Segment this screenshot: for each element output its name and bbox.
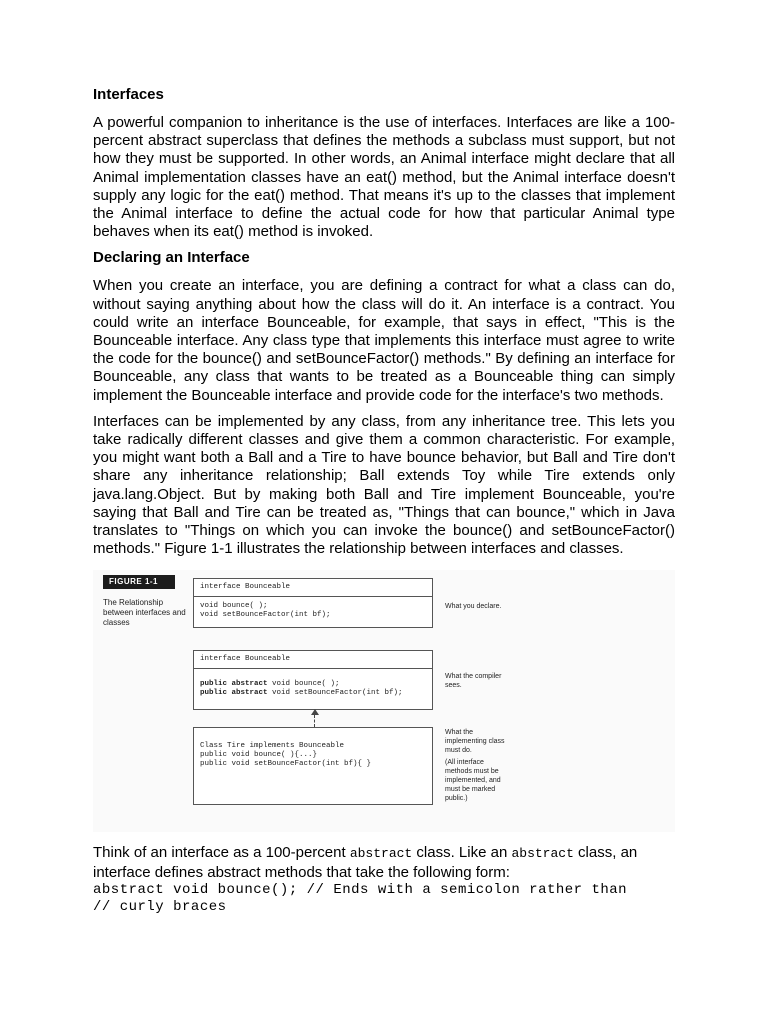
heading-declaring-interface: Declaring an Interface <box>93 249 250 267</box>
code-example-line: // curly braces <box>93 898 227 915</box>
code-line: public abstract void setBounceFactor(int bf); <box>200 689 403 698</box>
implements-arrow-head <box>311 709 319 715</box>
code-line: Class Tire implements Bounceable <box>200 742 345 751</box>
figure-tag: FIGURE 1-1 <box>103 575 175 589</box>
heading-interfaces: Interfaces <box>93 86 164 103</box>
paragraph-think-of-interface: Think of an interface as a 100-percent abstract class. Like an abstract class, an interface defines abstract methods that take the following form: <box>93 844 638 881</box>
inline-code-abstract: abstract <box>511 846 574 862</box>
note-implementing: What the implementing class must do. <box>445 729 505 755</box>
box-header: interface Bounceable <box>194 579 432 597</box>
code-line: public abstract void bounce( ); <box>200 680 340 689</box>
figure-1-1 <box>93 570 675 832</box>
code-line: public void setBounceFactor(int bf){ } <box>200 760 372 769</box>
code-line: void bounce( ); <box>200 602 268 611</box>
note-declare: What you declare. <box>445 603 502 611</box>
figure-caption: The Relationship between interfaces and classes <box>103 598 186 628</box>
code-line: void setBounceFactor(int bf); <box>200 611 331 620</box>
implements-arrow-line <box>314 715 315 727</box>
paragraph-contract: When you create an interface, you are defining a contract for what a class can do, without saying anything about how the class will do it. An interface is a contract. You could write an interface Bounceable, for example, that says in effect, "This is the Bounceable interface. Any class type that implements this interface must agree to write the code for the bounce() and setBounceFactor() methods." By defining an interface for Bounceable, any class that wants to be treated as a Bounceable thing can simply implement the Bounceable interface and provide code for the interface's two methods. <box>93 277 675 404</box>
paragraph-interfaces: A powerful companion to inheritance is the use of interfaces. Interfaces are like a 100-percent abstract superclass that defines the methods a subclass must support, but not how they must be supported. In other words, an Animal interface might declare that all Animal implementation classes have an eat() method, but the Animal interface doesn't supply any logic for the eat() method. That means it's up to the classes that implement the Animal interface to define the actual code for how that particular Animal type behaves when its eat() method is invoked. <box>93 114 675 241</box>
code-example-line: abstract void bounce(); // Ends with a semicolon rather than <box>93 881 628 898</box>
paragraph-implemented: Interfaces can be implemented by any class, from any inheritance tree. This lets you take radically different classes and give them a common characteristic. For example, you might want both a Ball and a Tire to have bounce behavior, but Ball and Tire don't share any inheritance relationship; Ball extends Toy while Tire extends only java.lang.Object. But by making both Ball and Tire implement Bounceable, you're saying that Ball and Tire can be treated as, "Things that can bounce," which in Java translates to "Things on which you can invoke the bounce() and setBounceFactor() methods." Figure 1-1 illustrates the relationship between interfaces and classes. <box>93 412 675 558</box>
tire-class-box <box>193 727 433 805</box>
code-line: public void bounce( ){...} <box>200 751 318 760</box>
box-header: interface Bounceable <box>194 651 432 669</box>
document-page <box>93 86 675 916</box>
compiler-interface-box <box>193 650 433 710</box>
note-compiler: What the compiler sees. <box>445 673 502 690</box>
note-public: (All interface methods must be implemented, and must be marked public.) <box>445 759 501 803</box>
declared-interface-box <box>193 578 433 628</box>
inline-code-abstract: abstract <box>349 846 413 862</box>
